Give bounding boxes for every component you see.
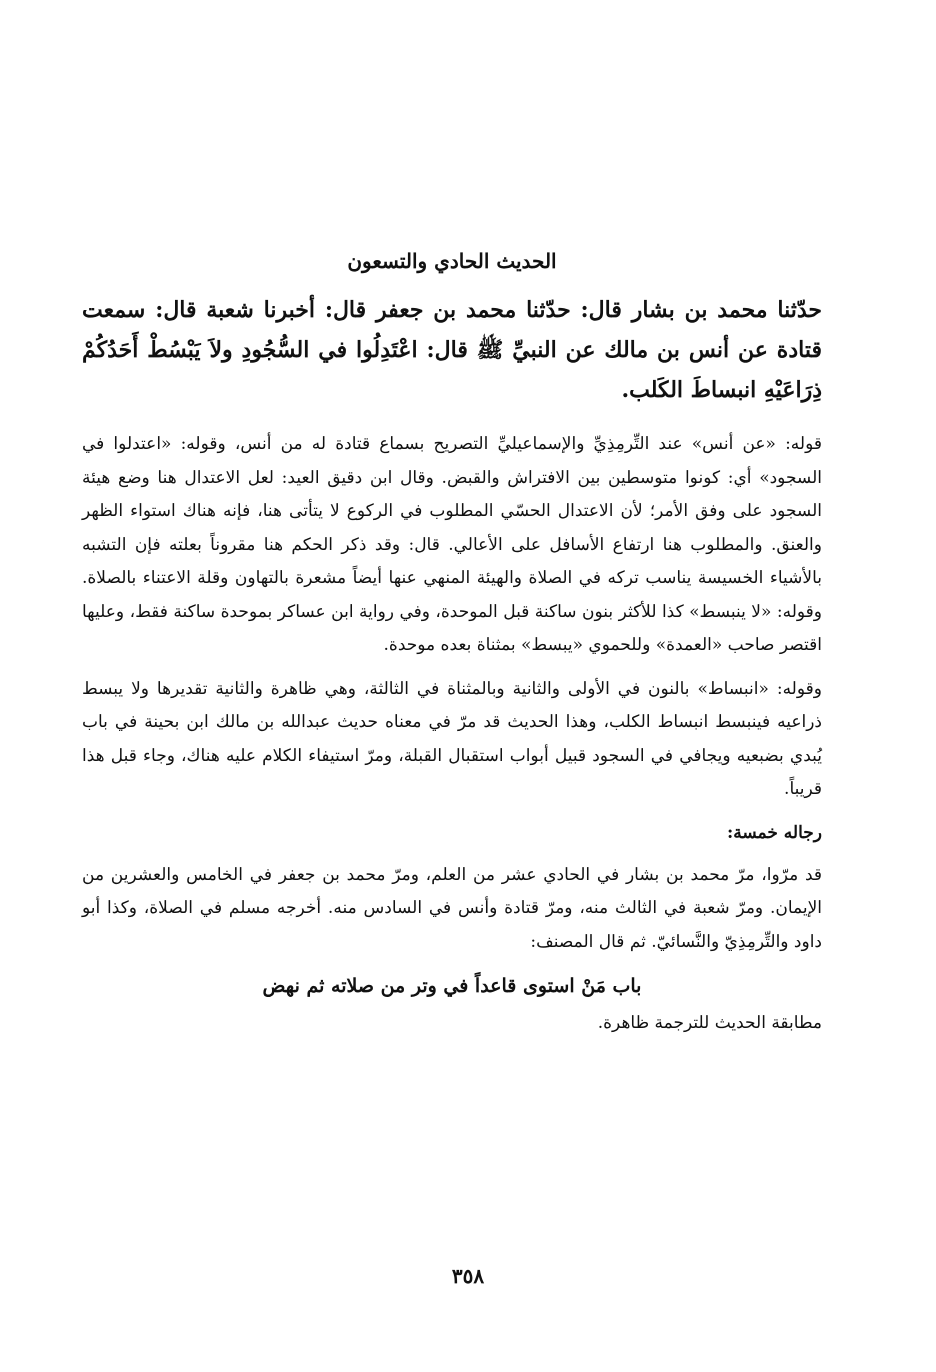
rijal-heading: رجاله خمسة: xyxy=(726,822,822,843)
hadith-text: حدّثنا محمد بن بشار قال: حدّثنا محمد بن جعفر قال: أخبرنا شعبة قال: سمعت قتادة عن أنس بن مالك عن النبيِّ ﷺ قال: اعْتَدِلُوا في السُّجُودِ ولاَ يَبْسُطْ أَحَدُكُمْ ذِرَاعَيْهِ انبساطَ الكَلب. xyxy=(82,297,822,403)
page-number: ٣٥٨ xyxy=(451,1264,485,1288)
commentary-paragraph-2: وقوله: «انبساط» بالنون في الأولى والثانية وبالمثناة في الثالثة، وهي ظاهرة والثانية تقديرها ولا يبسط ذراعيه فينبسط انبساط الكلب، وهذا الحديث قد مرّ في معناه حديث عبدالله بن مالك ابن بحينة في باب يُبدي بضبعيه ويجافي في السجود قبيل أبواب استقبال القبلة، ومرّ استيفاء الكلام عليه هناك، وجاء قبل هذا قريباً. xyxy=(82,678,822,799)
hadith-number-heading: الحديث الحادي والتسعون xyxy=(347,249,557,273)
commentary-paragraph-1: قوله: «عن أنس» عند التِّرمِذِيِّ والإسماعيليِّ التصريح بسماع قتادة له من أنس، وقوله: «اعتدلوا في السجود» أي: كونوا متوسطين بين الافتراش والقبض. وقال ابن دقيق العيد: لعل الاعتدال هنا وضع هيئة السجود على وفق الأمر؛ لأن الاعتدال الحسّي المطلوب في الركوع لا يتأتى هنا، فإنه هناك استواء الظهر والعنق. والمطلوب هنا ارتفاع الأسافل على الأعالي. قال: وقد ذكر الحكم هنا مقروناً بعلته فإن التشبه بالأشياء الخسيسة يناسب تركه في الصلاة والهيئة المنهي عنها أيضاً مشعرة بالتهاون وقلة الاعتناء بالصلاة. وقوله: «لا ينبسط» كذا للأكثر بنون ساكنة قبل الموحدة، وفي رواية ابن عساكر بموحدة ساكنة فقط، وعليها اقتصر صاحب «العمدة» وللحموي «يبسط» بمثناة بعده موحدة. xyxy=(82,434,822,655)
page-content xyxy=(82,246,822,1039)
chapter-title: باب مَنْ استوى قاعداً في وتر من صلاته ثم نهض xyxy=(262,975,642,997)
closing-line: مطابقة الحديث للترجمة ظاهرة. xyxy=(597,1013,822,1033)
rijal-paragraph: قد مرّوا، مرّ محمد بن بشار في الحادي عشر من العلم، ومرّ محمد بن جعفر في الخامس والعشرين من الإيمان. ومرّ شعبة في الثالث منه، ومرّ قتادة وأنس في السادس منه. أخرجه مسلم في الصلاة، وكذا أبو داود والتِّرمِذِيّ والنَّسائيّ. ثم قال المصنف: xyxy=(82,864,822,952)
